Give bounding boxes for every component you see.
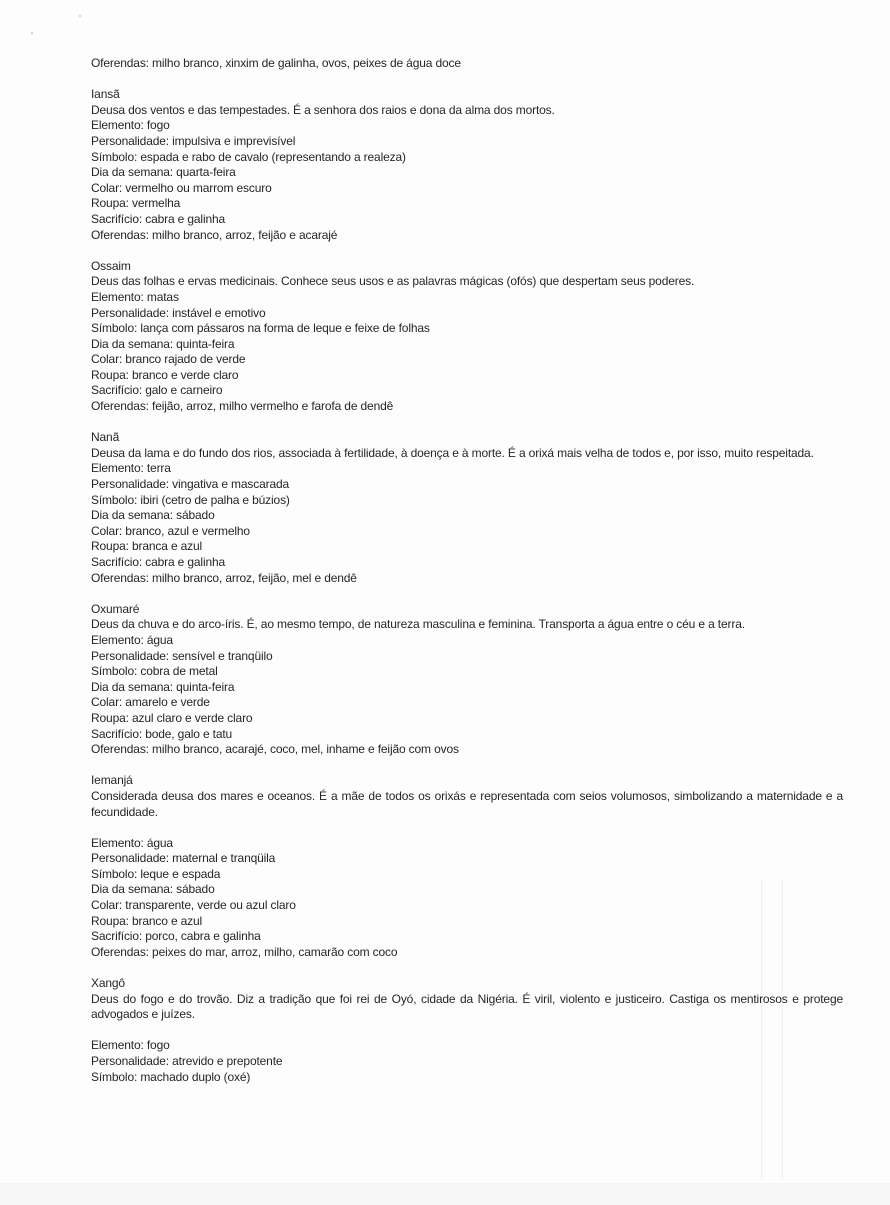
attribute-offerings: Oferendas: milho branco, arroz, feijão e acarajé (91, 227, 338, 242)
attribute-necklace: Colar: amarelo e verde (91, 695, 210, 710)
attribute-sacrifice: Sacrifício: galo e carneiro (91, 383, 223, 398)
attribute-clothing: Roupa: branco e azul (91, 913, 203, 928)
attribute-element: Elemento: fogo (91, 1038, 170, 1053)
attribute-offerings: Oferendas: feijão, arroz, milho vermelho e farofa de dendê (91, 399, 394, 414)
attribute-weekday: Dia da semana: quinta-feira (91, 679, 235, 694)
attribute-element: Elemento: água (91, 835, 173, 850)
attribute-offerings: Oferendas: milho branco, acarajé, coco, mel, inhame e feijão com ovos (91, 742, 459, 757)
attribute-weekday: Dia da semana: sábado (91, 508, 215, 523)
orixa-section-xango (91, 976, 843, 1085)
orixa-section-iansa (91, 87, 843, 243)
attribute-symbol: Símbolo: machado duplo (oxé) (91, 1069, 251, 1084)
attribute-necklace: Colar: transparente, verde ou azul claro (91, 898, 296, 913)
document-body (91, 56, 843, 1085)
orixa-section-iemanja (91, 773, 843, 960)
attribute-personality: Personalidade: maternal e tranqüila (91, 851, 276, 866)
orixa-section-oxumare (91, 602, 843, 758)
orixa-description: Deusa dos ventos e das tempestades. É a senhora dos raios e dona da alma dos mortos. (91, 102, 555, 117)
attribute-symbol: Símbolo: cobra de metal (91, 664, 218, 679)
attribute-element: Elemento: matas (91, 289, 179, 304)
page-bottom-edge (0, 1183, 890, 1205)
attribute-weekday: Dia da semana: quinta-feira (91, 336, 235, 351)
attribute-symbol: Símbolo: lança com pássaros na forma de leque e feixe de folhas (91, 321, 430, 336)
attribute-symbol: Símbolo: leque e espada (91, 866, 221, 881)
orixa-description: Deus do fogo e do trovão. Diz a tradição que foi rei de Oyó, cidade da Nigéria. É viril, violento e justiceiro. Castiga os mentirosos e protege advogados e juízes. (91, 991, 843, 1022)
attribute-symbol: Símbolo: espada e rabo de cavalo (representando a realeza) (91, 149, 406, 164)
attribute-sacrifice: Sacrifício: bode, galo e tatu (91, 726, 233, 741)
attribute-element: Elemento: água (91, 632, 173, 647)
orixa-description: Deus das folhas e ervas medicinais. Conhece seus usos e as palavras mágicas (ofós) que despertam seus poderes. (91, 274, 695, 289)
attribute-element: Elemento: terra (91, 461, 171, 476)
orixa-description: Deusa da lama e do fundo dos rios, associada à fertilidade, à doença e à morte. É a orixá mais velha de todos e, por isso, muito respeitada. (91, 445, 814, 460)
orixa-name: Ossaim (91, 258, 131, 273)
attribute-clothing: Roupa: azul claro e verde claro (91, 710, 253, 725)
attribute-personality: Personalidade: atrevido e prepotente (91, 1054, 283, 1068)
orixa-name: Iemanjá (91, 773, 133, 788)
intro-offering-line: Oferendas: milho branco, xinxim de galinha, ovos, peixes de água doce (91, 56, 461, 70)
orixa-name: Oxumaré (91, 601, 140, 616)
orixa-name: Nanã (91, 430, 120, 445)
orixa-name: Iansã (91, 87, 120, 102)
attribute-symbol: Símbolo: ibiri (cetro de palha e búzios) (91, 492, 290, 507)
attribute-weekday: Dia da semana: quarta-feira (91, 165, 236, 180)
attribute-weekday: Dia da semana: sábado (91, 882, 215, 897)
attribute-offerings: Oferendas: milho branco, arroz, feijão, mel e dendê (91, 570, 357, 585)
attribute-clothing: Roupa: branca e azul (91, 539, 203, 554)
attribute-necklace: Colar: branco rajado de verde (91, 352, 246, 367)
attribute-personality: Personalidade: vingativa e mascarada (91, 477, 290, 492)
attribute-sacrifice: Sacrifício: cabra e galinha (91, 555, 226, 569)
orixa-section-nana (91, 430, 843, 586)
orixa-section-ossaim (91, 259, 843, 415)
attribute-personality: Personalidade: instável e emotivo (91, 305, 266, 320)
attribute-sacrifice: Sacrifício: cabra e galinha (91, 211, 226, 226)
attribute-personality: Personalidade: impulsiva e imprevisível (91, 133, 296, 148)
attribute-clothing: Roupa: branco e verde claro (91, 367, 239, 382)
attribute-personality: Personalidade: sensível e tranqüilo (91, 648, 273, 663)
attribute-sacrifice: Sacrifício: porco, cabra e galinha (91, 929, 261, 944)
orixa-description: Deus da chuva e do arco-íris. É, ao mesmo tempo, de natureza masculina e feminina. Transporta a água entre o céu e a terra. (91, 617, 745, 632)
scan-speck (31, 32, 33, 34)
attribute-necklace: Colar: vermelho ou marrom escuro (91, 180, 272, 195)
orixa-description: Considerada deusa dos mares e oceanos. É a mãe de todos os orixás e representada com seios volumosos, simbolizando a maternidade e a fecundidade. (91, 788, 843, 819)
attribute-offerings: Oferendas: peixes do mar, arroz, milho, camarão com coco (91, 944, 398, 959)
attribute-element: Elemento: fogo (91, 118, 170, 133)
attribute-clothing: Roupa: vermelha (91, 196, 181, 211)
attribute-necklace: Colar: branco, azul e vermelho (91, 523, 250, 538)
orixa-name: Xangô (91, 976, 125, 991)
scan-speck (79, 15, 81, 17)
